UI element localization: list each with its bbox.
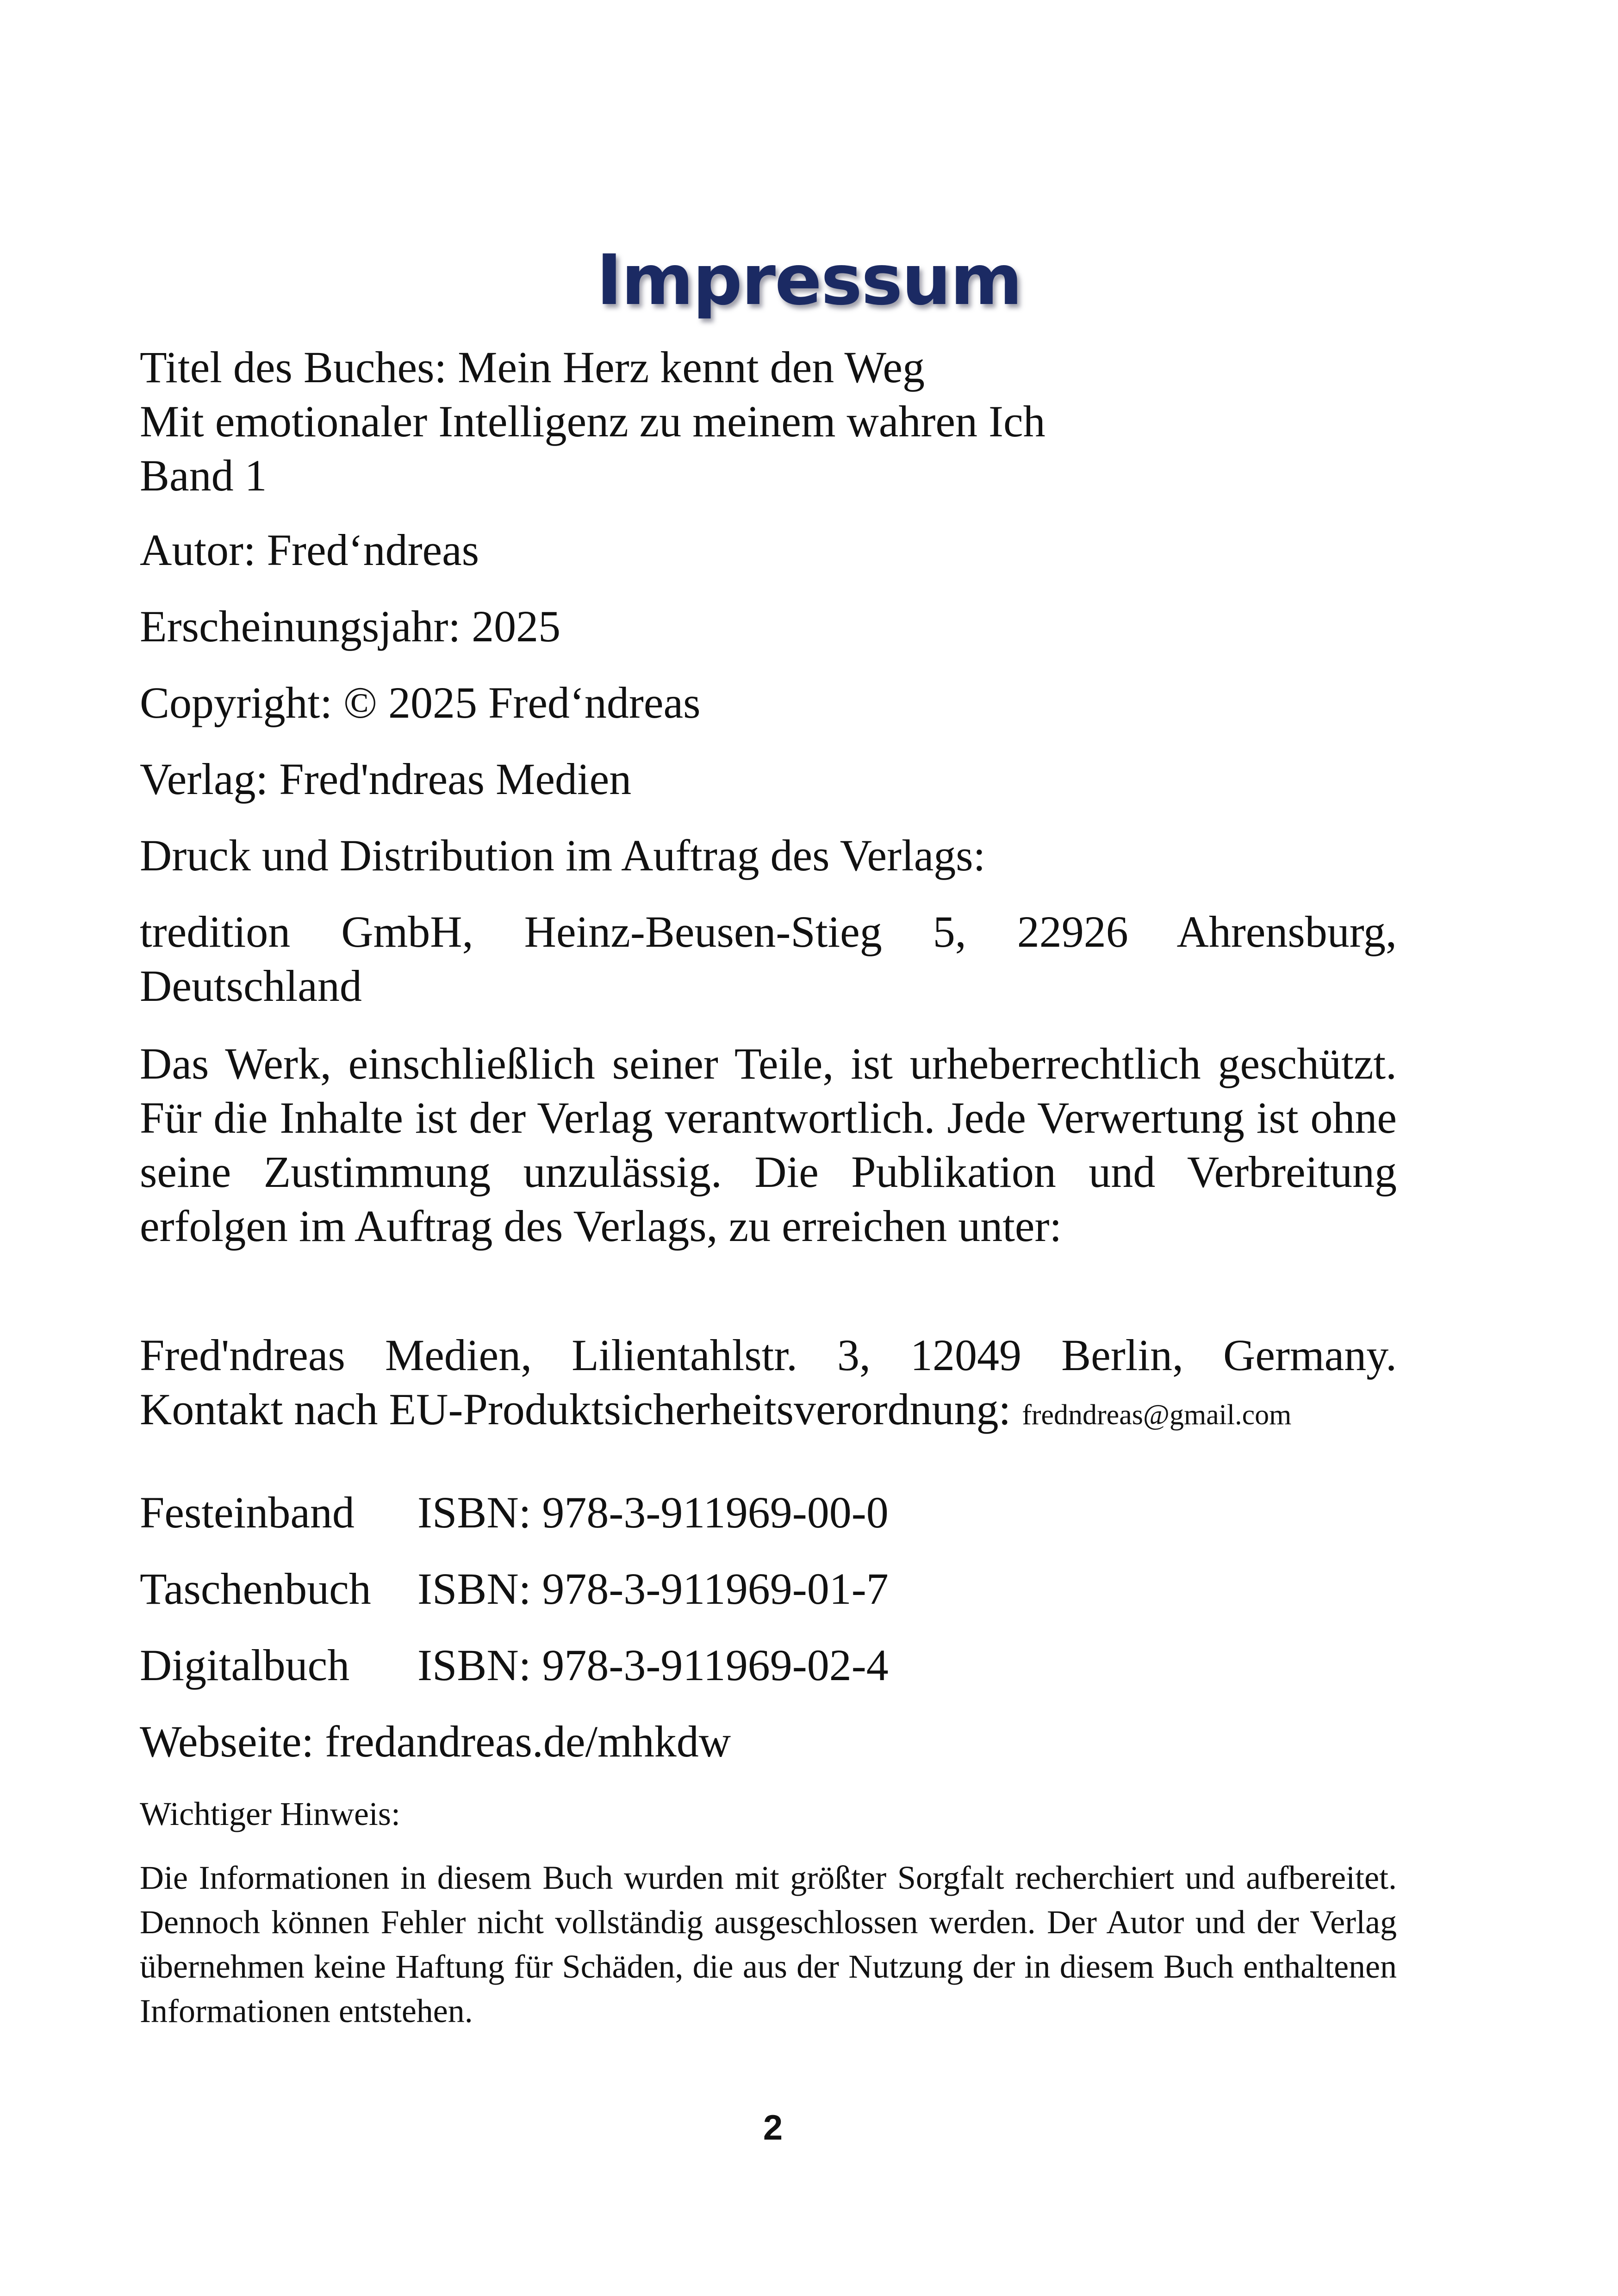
publisher-line: Verlag: Fred'ndreas Medien — [140, 754, 632, 804]
isbn-number: ISBN: 978-3-911969-02-4 — [417, 1640, 889, 1690]
notice-heading: Wichtiger Hinweis: — [140, 1795, 400, 1832]
website-line: Webseite: fredandreas.de/mhkdw — [140, 1717, 731, 1766]
page-number: 2 — [763, 2108, 783, 2147]
printer-address: tredition GmbH, Heinz-Beusen-Stieg 5, 22926 Ahrensburg, Deutschland — [140, 907, 1397, 1011]
isbn-kind: Festeinband — [140, 1488, 355, 1537]
gpsr-contact-line — [140, 1382, 1397, 1442]
isbn-kind: Taschenbuch — [140, 1564, 371, 1613]
notice-text: Die Informationen in diesem Buch wurden mit größter Sorgfalt recherchiert und aufbereitet. Dennoch können Fehler nicht vollständig ausgeschlossen werden. Der Autor und der Verlag übernehmen keine Haftung für Schäden, die aus der Nutzung der in diesem Buch enthaltenen Informationen entstehen. — [140, 1859, 1397, 2029]
contact-email: fredndreas@gmail.com — [1022, 1399, 1292, 1431]
isbn-row-hardcover — [140, 1485, 889, 1539]
book-title-block — [140, 340, 1397, 503]
page-title: Impressum — [596, 240, 1022, 321]
book-volume-line: Band 1 — [140, 451, 267, 500]
book-title-line: Titel des Buches: Mein Herz kennt den Weg — [140, 342, 925, 392]
isbn-row-ebook — [140, 1638, 889, 1692]
rights-paragraph: Das Werk, einschließlich seiner Teile, ist urheberrechtlich geschützt. Für die Inhalte ist der Verlag verantwortlich. Jede Verwertung ist ohne seine Zustimmung unzulässig. Die Publikation und Verbreitung erfolgen im Auftrag des Verlags, zu erreichen unter: — [140, 1039, 1397, 1251]
author-line: Autor: Fred‘ndreas — [140, 525, 479, 575]
book-subtitle-line: Mit emotionaler Intelligenz zu meinem wahren Ich — [140, 397, 1045, 446]
publisher-address: Fred'ndreas Medien, Lilientahlstr. 3, 12049 Berlin, Germany. — [140, 1330, 1397, 1380]
gpsr-label: Kontakt nach EU-Produktsicherheitsverordnung: — [140, 1384, 1022, 1434]
copyright-line: Copyright: © 2025 Fred‘ndreas — [140, 678, 701, 727]
isbn-row-paperback — [140, 1562, 889, 1616]
contact-block — [140, 1328, 1397, 1442]
print-distribution-line: Druck und Distribution im Auftrag des Verlags: — [140, 831, 986, 880]
isbn-number: ISBN: 978-3-911969-01-7 — [417, 1564, 889, 1613]
isbn-kind: Digitalbuch — [140, 1640, 350, 1690]
year-line: Erscheinungsjahr: 2025 — [140, 602, 561, 651]
isbn-number: ISBN: 978-3-911969-00-0 — [417, 1488, 889, 1537]
